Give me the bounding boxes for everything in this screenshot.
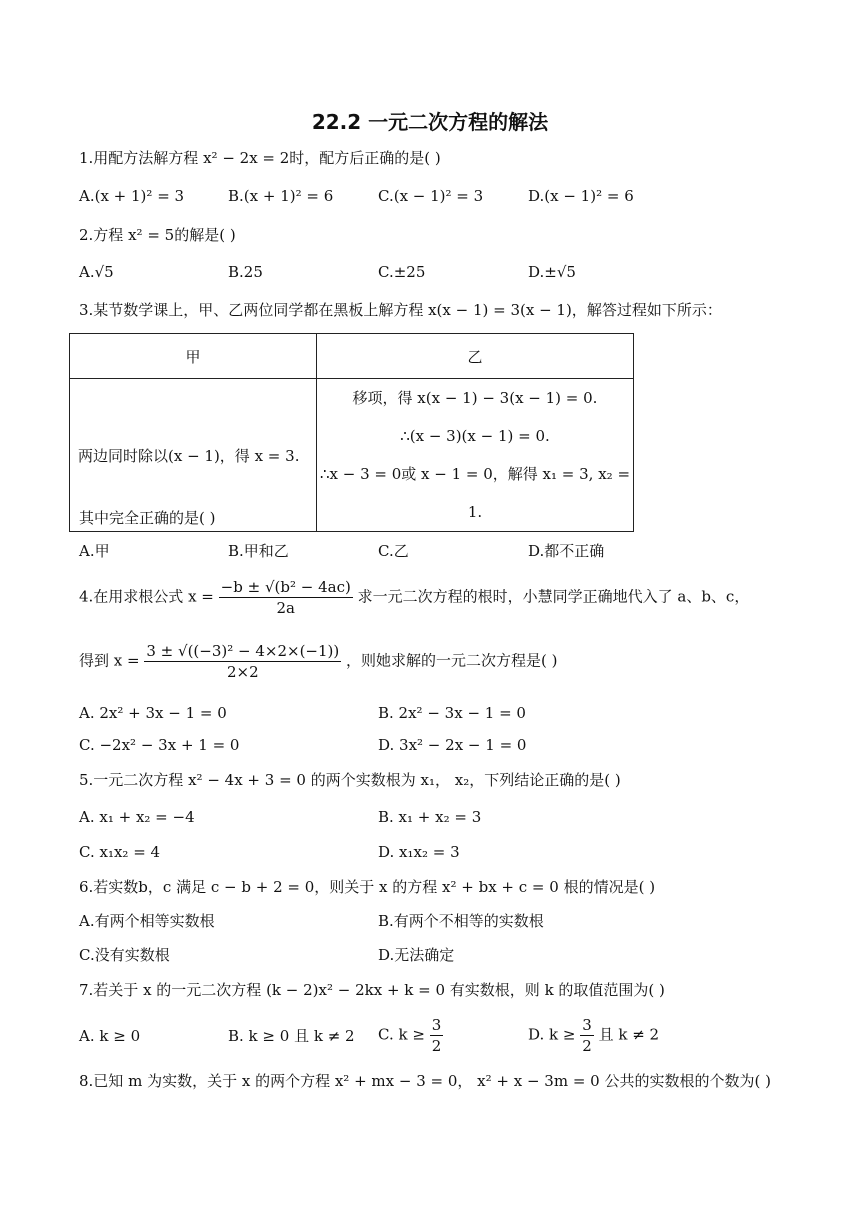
- q4-option-d: D. 3x² − 2x − 1 = 0: [378, 736, 527, 754]
- question-4-line-1: [79, 577, 749, 618]
- q7-option-b: B. k ≥ 0 且 k ≠ 2: [228, 1027, 355, 1045]
- quadratic-formula-numerator: −b ± √(b² − 4ac): [220, 578, 351, 596]
- q5-option-b: B. x₁ + x₂ = 3: [378, 808, 482, 826]
- table-header-jia: 甲: [70, 334, 317, 379]
- q5-option-d: D. x₁x₂ = 3: [378, 843, 460, 861]
- quadratic-formula-denominator: 2a: [276, 599, 295, 617]
- question-1: 1.用配方法解方程 x² − 2x = 2时，配方后正确的是( ): [79, 149, 441, 167]
- question-6: 6.若实数b，c 满足 c − b + 2 = 0，则关于 x 的方程 x² + bx + c = 0 根的情况是( ): [79, 878, 656, 896]
- solution-table: [69, 333, 634, 532]
- solution-yi-step-2: ∴(x − 3)(x − 1) = 0.: [400, 427, 550, 445]
- q7-option-d-fraction: [580, 1015, 594, 1056]
- q4-suffix: 求一元二次方程的根时，小慧同学正确地代入了 a、b、c，: [357, 587, 750, 606]
- question-7: 7.若关于 x 的一元二次方程 (k − 2)x² − 2kx + k = 0 有实数根，则 k 的取值范围为( ): [79, 981, 665, 999]
- question-2: 2.方程 x² = 5的解是( ): [79, 226, 236, 244]
- q2-option-b: B.25: [228, 263, 263, 281]
- q3-option-d: D.都不正确: [528, 542, 605, 560]
- q5-option-a: A. x₁ + x₂ = −4: [79, 808, 195, 826]
- question-5: 5.一元二次方程 x² − 4x + 3 = 0 的两个实数根为 x₁， x₂，下列结论正确的是( ): [79, 771, 621, 789]
- solution-yi: [317, 379, 634, 532]
- q3-option-a: A.甲: [79, 542, 110, 560]
- solution-yi-step-1: 移项，得 x(x − 1) − 3(x − 1) = 0.: [352, 389, 598, 407]
- q7-option-c-fraction: [430, 1015, 444, 1056]
- q7-option-c-prefix: C. k ≥: [378, 1025, 425, 1044]
- solution-jia: 两边同时除以(x − 1)，得 x = 3.: [70, 379, 317, 532]
- q3-option-b: B.甲和乙: [228, 542, 289, 560]
- q6-option-d: D.无法确定: [378, 946, 455, 964]
- q6-option-a: A.有两个相等实数根: [79, 912, 215, 930]
- q4-prefix: 4.在用求根公式 x =: [79, 587, 214, 606]
- q7-option-d: [528, 1015, 659, 1056]
- q7-option-a: A. k ≥ 0: [79, 1027, 141, 1045]
- question-8: 8.已知 m 为实数，关于 x 的两个方程 x² + mx − 3 = 0， x² + x − 3m = 0 公共的实数根的个数为( ): [79, 1072, 771, 1090]
- q1-option-a: A.(x + 1)² = 3: [79, 187, 185, 205]
- q4-line2-prefix: 得到 x =: [79, 651, 140, 670]
- quadratic-formula: [219, 577, 353, 618]
- substituted-formula: [144, 641, 341, 682]
- table-header-yi: 乙: [317, 334, 634, 379]
- q6-option-b: B.有两个不相等的实数根: [378, 912, 544, 930]
- question-4-line-2: [79, 641, 558, 682]
- q7-option-d-numerator: 3: [582, 1016, 592, 1034]
- q7-option-c-denominator: 2: [431, 1037, 442, 1055]
- q7-option-d-suffix: 且 k ≠ 2: [598, 1025, 660, 1044]
- question-3: 3.某节数学课上，甲、乙两位同学都在黑板上解方程 x(x − 1) = 3(x − 1)，解答过程如下所示：: [79, 301, 722, 319]
- substituted-formula-numerator: 3 ± √((−3)² − 4×2×(−1)): [146, 642, 340, 660]
- q4-option-b: B. 2x² − 3x − 1 = 0: [378, 704, 526, 722]
- q2-option-a: A.√5: [79, 263, 114, 281]
- q7-option-d-denominator: 2: [582, 1037, 592, 1055]
- solution-yi-step-3: ∴x − 3 = 0或 x − 1 = 0，解得 x₁ = 3, x₂ = 1.: [319, 465, 631, 521]
- q3-option-c: C.乙: [378, 542, 409, 560]
- q2-option-c: C.±25: [378, 263, 426, 281]
- substituted-formula-denominator: 2×2: [226, 663, 259, 681]
- q4-option-c: C. −2x² − 3x + 1 = 0: [79, 736, 240, 754]
- q4-option-a: A. 2x² + 3x − 1 = 0: [79, 704, 227, 722]
- q5-option-c: C. x₁x₂ = 4: [79, 843, 161, 861]
- q7-option-c-numerator: 3: [431, 1016, 442, 1034]
- q7-option-d-prefix: D. k ≥: [528, 1025, 576, 1044]
- question-3-prompt: 其中完全正确的是( ): [79, 509, 216, 527]
- q2-option-d: D.±√5: [528, 263, 576, 281]
- q6-option-c: C.没有实数根: [79, 946, 170, 964]
- q7-option-c: [378, 1015, 443, 1056]
- q4-line2-suffix: ，则她求解的一元二次方程是( ): [346, 651, 558, 670]
- q1-option-c: C.(x − 1)² = 3: [378, 187, 484, 205]
- q1-option-b: B.(x + 1)² = 6: [228, 187, 334, 205]
- q1-option-d: D.(x − 1)² = 6: [528, 187, 634, 205]
- page-title: 22.2 一元二次方程的解法: [311, 110, 549, 134]
